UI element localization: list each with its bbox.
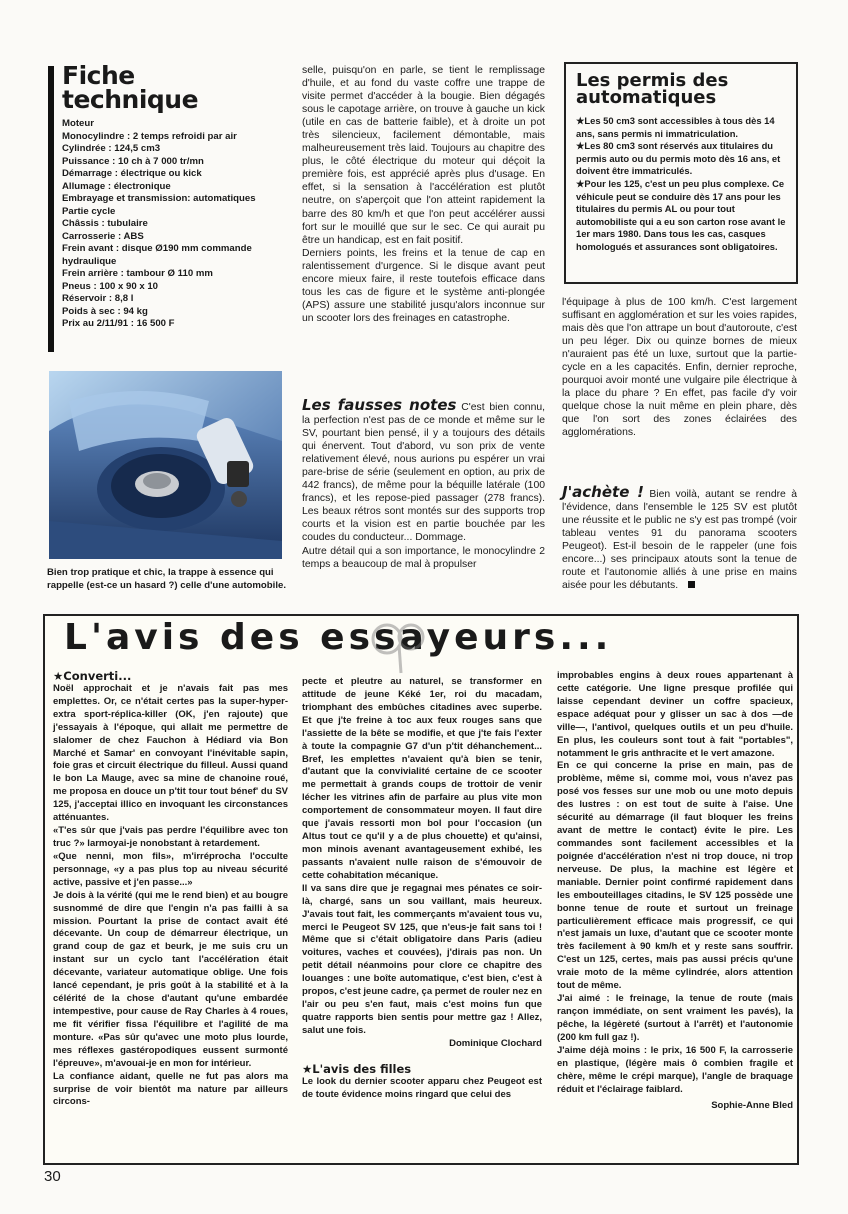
avis-paragraph: J'ai aimé : le freinage, la tenue de route (mais rançon immédiate, on sent vraiment les pavés), la pêche, la légèreté (surtout à l'arrêt) et l'autonomie (200 km full gaz !). (557, 993, 793, 1043)
photo-caption: Bien trop pratique et chic, la trappe à essence qui rappelle (est-ce un hasard ?) celle d'une automobile. (47, 567, 286, 591)
spec-item: Allumage : électronique (62, 180, 171, 192)
watermark-logo-icon (365, 615, 437, 677)
converti-heading: ★Converti... (53, 669, 132, 683)
end-mark-icon (688, 581, 695, 588)
avis-paragraph: La confiance aidant, quelle ne fut pas alors ma surprise de voir bientôt ma nature par ailleurs circons- (53, 1070, 288, 1108)
avis-paragraph: improbables engins à deux roues appartenant à cette catégorie. Une ligne presque profilée qui laisse cependant deviner un coffre spacieux, espace adéquat pour y glisser un sac à dos —de ville—, l'antivol, quelques outils et un peu d'huile. En plus, les couleurs sont tout à fait "portables", notamment le gris anthracite et le vert amazone. (557, 670, 793, 759)
page-number: 30 (44, 1168, 61, 1185)
article-paragraph: selle, puisqu'on en parle, se tient le remplissage d'huile, et au fond du vaste coffre une trappe de visite permet d'accéder à la bougie. Bien dégagés sous le capotage arrière, on trouve à gauche un kick (utile en cas de batterie faible), et à droite un pot très silencieux, facilement démontable, mais malheureusement très laid. Toujours au chapitre des plus, le côté électrique du moteur qui déçoit la première fois, est apprécié après plus d'usage. En effet, si la sensation à l'accélération est plutôt neutre, on s'aperçoit que l'on atteint rapidement la barre des 80 km/h et que l'on peut accélérer aussi fort sur le mouillé que sur le sec. Ce qui aurait pu être un handicap, est en fait positif. (302, 65, 545, 246)
article-paragraph: Autre détail qui a son importance, le monocylindre 2 temps a beaucoup de mal à propulser (302, 545, 545, 570)
avis-paragraph: «T'es sûr que j'vais pas perdre l'équilibre avec ton truc ?» larmoyai-je nonobstant à retardement. (53, 825, 288, 849)
avis-filles-heading: ★L'avis des filles (302, 1061, 412, 1076)
avis-paragraph: pecte et pleutre au naturel, se transformer en attitude de jeune Kéké 1er, roi du macadam, triomphant des embûches citadines avec superbe. Et que j'te freine à toc aux feux rouges sans que l'assiette de la bête se modifie, et que j'te fais l'exter à toute la compagnie G7 d'un p'tit déhanchement... Bref, les emplettes n'avaient qu'à bien se tenir, d'autant que la convivialité certaine de ce scooter me permettait à grands coups de trottoir de venir lécher les vitrines afin de parfaire au plus vite mon comportement de consommateur moyen. Il faut dire que j'avais ressorti mon bol pour l'occasion (un Altus tout ce qu'il y a de plus chouette) et qu'ainsi, mon minois avenant avantageusement exhibé, les passants n'avaient nulle raison de s'émouvoir de cette cohabitation mécanique. (302, 676, 542, 881)
permis-title-line2: automatiques (576, 87, 717, 108)
spec-item: Partie cycle (62, 205, 116, 217)
avis-paragraph: Noël approchait et je n'avais fait pas mes emplettes. Or, ce n'était certes pas la super-hyper-extra sport-réplica-killer (OK, j'en rajoute) que j'essayais à l'époque, qui allait me permettre de slalomer de chez Fauchon à Hédiard via Bon Marché et Samar' en convoyant l'inévitable sapin, foie gras et circuit électrique du filleul. Aussi quand le bon La Mauge, avec sa mine de chanoine roué, me proposa en douce un p'tit tour tout bénef' du SV 125, j'acceptai illico en invoquant les circonstances atténuantes. (53, 682, 288, 824)
permis-paragraph: ★Les 50 cm3 sont accessibles à tous dès 14 ans, sans permis ni immatriculation. (576, 115, 775, 139)
fiche-title-line2: technique (62, 85, 199, 114)
fuel-cap-photo (49, 371, 282, 559)
spec-item: Démarrage : électrique ou kick (62, 168, 202, 179)
article-paragraph: Derniers points, les freins et la tenue de cap en ralentissement d'urgence. Si le disque avant peut encore mieux faire, il reste toutefois efficace dans tous les cas de figure et le système anti-plongée (APS) assure une stabilité jusqu'alors inconnue sur un scooter lors des freinages en catastrophe. (302, 247, 545, 324)
spec-item: Carrosserie : ABS (62, 230, 144, 242)
avis-col3 (557, 670, 793, 1113)
permis-paragraph: ★Pour les 125, c'est un peu plus complexe. Ce véhicule peut se conduire dès 17 ans pour les titulaires du permis AL ou pour tout automobiliste qui a eu son carton rose avant le 1er mars 1980. Dans tous les cas, casques homologués et assurances sont obligatoires. (576, 177, 786, 252)
spec-item: Réservoir : 8,8 l (62, 293, 134, 304)
fiche-technique-title (62, 61, 199, 114)
spec-item: Cylindrée : 124,5 cm3 (62, 143, 161, 154)
spec-item: Monocylindre : 2 temps refroidi par air (62, 130, 237, 142)
spec-item: Prix au 2/11/91 : 16 500 F (62, 318, 175, 329)
spec-item: Pneus : 100 x 90 x 10 (62, 280, 158, 292)
avis-paragraph: Il va sans dire que je regagnai mes pénates ce soir-là, chargé, sans un sou vaillant, mais heureux. J'avais tout fait, les commerçants m'avaient tous vu, merci le Peugeot SV 125, que n'eus-je fait sans toi ! Même que si c'était obligatoire dans Paris (adieu voitures, vaches et couvées), j'dirais pas non. Un petit détail néanmoins pour clore ce chapitre des louanges : une boîte automatique, c'est bien, c'est à propos, c'est jeune cadre, ça permet de rouler nez en l'air ou peu s'en faut, mais c'est moins fun que quatre rapports bien sentis pour mettre gaz ! Allez, salut une fois. (302, 882, 542, 1036)
avis-col1-paras (53, 683, 288, 1109)
article-col3-bottom (562, 483, 797, 592)
avis-paragraph: J'aime déjà moins : le prix, 16 500 F, la carrosserie en plastique, (légère mais ô combien fragile et chère, même le crépi marque), l'angle de braquage réduit et l'éclairage faiblard. (557, 1044, 793, 1095)
spec-item: Puissance : 10 ch à 7 000 tr/mn (62, 155, 204, 167)
article-paragraph: C'est bien connu, la perfection n'est pas de ce monde et même sur le SV, pourtant bien pensé, il y a toujours des détails qui énervent. Tout d'abord, vu son prix de vente relativement élevé, nous aurions pu espérer un vrai pare-brise de série (seulement en option, au prix de 442 francs), de même pour la béquille latérale (100 francs), et les repose-pied passager (278 francs). Les beaux rétros sont montés sur des supports trop courts et la vision est en partie bouchée par les coudes du conducteur... Dommage. (302, 402, 546, 544)
spec-list (62, 118, 292, 331)
achete-heading: J'achète ! (562, 483, 644, 501)
avis-col1 (53, 670, 288, 1109)
fausses-notes-heading: Les fausses notes (302, 396, 457, 414)
signature-bled: Sophie-Anne Bled (711, 1100, 793, 1112)
scooter-photo-illustration (49, 371, 282, 559)
spec-item: Frein avant : disque Ø190 mm commande hydraulique (62, 243, 252, 267)
avis-paragraph: «Que nenni, mon fils», m'irréprocha l'occulte personnage, «y a pas plus top au niveau sécurité active, passive et j'en passe...» (53, 850, 288, 888)
avis-paragraph: Je dois à la vérité (qui me le rend bien) et au bougre susnommé de dire que l'engin n'a pas failli à sa mission. Pourtant la prise de contact avait été décevante. Un coup de démarreur électrique, un grand coup de gaz et beurk, je me suis cru un instant sur un cyclo tant l'accélération était décevante, variateur automatique oblige. Une fois lancé cependant, je pris goût à la stabilité et à la célérité de la chose d'autant qu'une embardée intempestive, pour cause de Ray Charles à 4 roues, me fit vérifier fissa l'équilibre et l'agilité de ma monture. «Pas sûr qu'avec une moto plus lourde, mes réflexes gastéropodiques eussent surmonté l'épreuve», m'avouai-je en mon for intérieur. (53, 889, 288, 1069)
spec-item: Moteur (62, 118, 94, 129)
permis-box (564, 62, 798, 284)
fiche-technique-bar (48, 66, 54, 352)
spec-item: Poids à sec : 94 kg (62, 305, 148, 317)
signature-clochard: Dominique Clochard (449, 1037, 542, 1049)
article-col2-bottom (302, 396, 546, 571)
permis-paragraph: ★Les 80 cm3 sont réservés aux titulaires du permis auto ou du permis moto dès 16 ans, et doivent être immatriculés. (576, 140, 781, 177)
spec-item: Châssis : tubulaire (62, 218, 148, 229)
avis-col2-paras (302, 676, 542, 1038)
permis-title (576, 72, 786, 106)
spec-item: Frein arrière : tambour Ø 110 mm (62, 268, 213, 279)
avis-paragraph: En ce qui concerne la prise en main, pas de problème, même si, comme moi, vous n'avez pas posé vos fesses sur une mob ou une moto depuis des lustres : on est tout de suite à l'aise. Une sécurité au démarrage (il faut bloquer les freins avant de mettre le contact) évite le pire. Les commandes sont facilement accessibles et la poignée d'accélération n'est ni trop douce, ni trop nerveuse. De plus, la machine est légère et maniable. Dernier point confirmé rapidement dans les embouteillages citadins, le SV 125 possède une bonne tenue de route et surtout un freinage particulièrement efficace mais progressif, ce qui n'est jamais un luxe, d'autant que ce scooter monte très facilement à 90 km/h et y reste sans souffrir. C'est un 125, certes, mais pas aussi précis qu'une vraie moto de la même cylindrée, alors attention tout de même. (557, 760, 793, 992)
avis-col3-paras (557, 670, 793, 1096)
article-col2-top (302, 64, 545, 325)
article-col3-top: l'équipage à plus de 100 km/h. C'est largement suffisant en agglomération et sur les voies rapides, mais dès que l'on attrape un bout d'autoroute, c'est un peu léger. Dix ou quinze bornes de mieux n'auraient pas été un luxe, surtout que la partie-cycle en a les capacités. Enfin, dernier reproche, pourquoi avoir monté une vulgaire pile électrique à la place du phare ? En effet, pas facile d'y voir quelque chose la nuit même en plein phare, dès que l'on sort des zones éclairées des agglomérations. (562, 297, 797, 439)
article-paragraph: Bien voilà, autant se rendre à l'évidence, dans l'ensemble le 125 SV est plutôt une réussite et le public ne s'y est pas trompé (voir tableau ventes 91 du panorama scooters Peugeot). Est-il besoin de le rappeler (une fois encore...) ses principaux atouts sont la tenue de route et l'autonomie alliés à une prise en mains aisée pour les débutants. (562, 489, 797, 592)
avis-col2 (302, 676, 542, 1102)
spec-item: Embrayage et transmission: automatiques (62, 193, 256, 204)
fiche-title-line1: Fiche (62, 61, 135, 90)
permis-title-line1: Les permis des (576, 70, 729, 91)
avis-filles-text: Le look du dernier scooter apparu chez Peugeot est de toute évidence moins ringard que celui des (302, 1075, 542, 1100)
avis-essayeurs-title: L'avis des essayeurs... (64, 617, 613, 658)
